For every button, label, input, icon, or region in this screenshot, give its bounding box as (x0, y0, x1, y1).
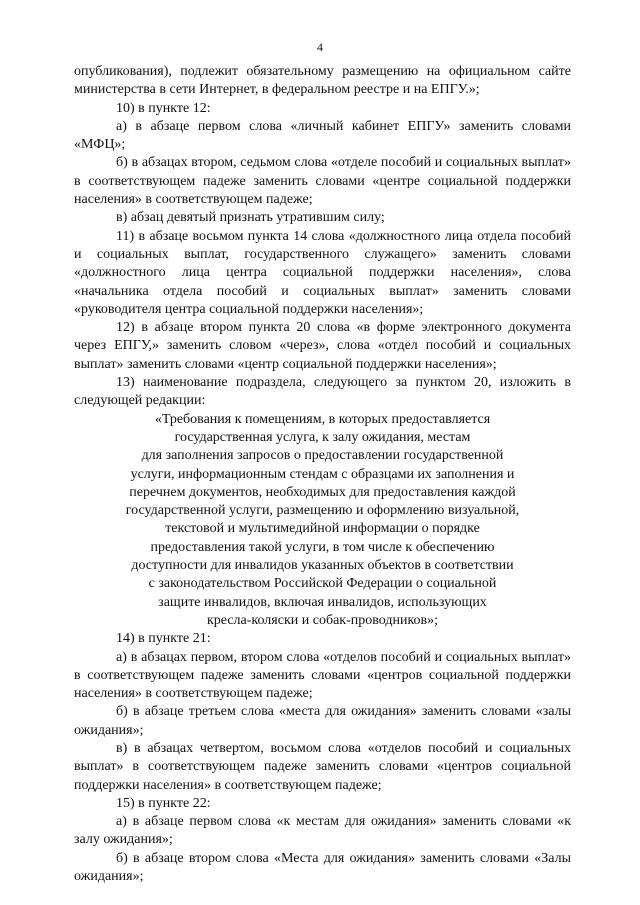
paragraph: 13) наименование подраздела, следующего за пунктом 20, изложить в следующей редакции: (74, 375, 571, 409)
paragraph: а) в абзаце первом слова «личный кабинет ЕПГУ» заменить словами «МФЦ»; (74, 118, 571, 153)
heading-line: перечнем документов, необходимых для предоставления каждой (129, 484, 516, 500)
heading-line: предоставления такой услуги, в том числе к обеспечению (150, 539, 495, 555)
heading-line: для заполнения запросов о предоставлении государственной (141, 448, 504, 464)
paragraph: опубликования), подлежит обязательному размещению на официальном сайте министерства в сети Интернет, в федеральном реестре и на ЕПГУ.»; (74, 64, 571, 98)
paragraph: б) в абзаце втором слова «Места для ожидания» заменить словами «Залы ожидания»; (74, 850, 571, 885)
heading-line: кресла-коляски и собак-проводников»; (206, 612, 439, 628)
paragraph: 10) в пункте 12: (116, 100, 211, 116)
section-heading-quote (74, 411, 571, 631)
heading-line: с законодательством Российской Федерации о социальной (148, 576, 497, 592)
paragraph: а) в абзаце первом слова «к местам для ожидания» заменить словами «к залу ожидания»; (74, 814, 571, 848)
heading-line: текстовой и мультимедийной информации о порядке (165, 521, 480, 537)
paragraph: б) в абзацах втором, седьмом слова «отделе пособий и социальных выплат» в соответствующем падеже заменить словами «центре социальной поддержки населения» в соответствующем падеже; (74, 155, 571, 208)
paragraph: в) в абзацах четвертом, восьмом слова «отделов пособий и социальных выплат» в соответствующем падеже заменить словами «центров социальной поддержки населения» в соответствующем падеже; (74, 740, 571, 793)
heading-line: «Требования к помещениям, в которых предоставляется (154, 411, 491, 427)
paragraph: 11) в абзаце восьмом пункта 14 слова «должностного лица отдела пособий и социальных выплат, государственного служащего» заменить словами «должностного лица центра социальной поддержки населения», слова «начальника отдела пособий и социальных выплат» заменить словами «руководителя центра социальной поддержки населения»; (74, 228, 571, 317)
paragraph: в) абзац девятый признать утратившим силу; (116, 210, 385, 226)
paragraph: 14) в пункте 21: (116, 631, 211, 647)
heading-line: доступности для инвалидов указанных объектов в соответствии (131, 558, 514, 574)
paragraph: б) в абзаце третьем слова «места для ожидания» заменить словами «залы ожидания»; (74, 704, 571, 738)
page-number: 4 (317, 40, 323, 54)
paragraph: а) в абзацах первом, втором слова «отделов пособий и социальных выплат» в соответствующем падеже заменить словами «центров социальной поддержки населения» в соответствующем падеже; (74, 649, 571, 702)
heading-line: государственная услуга, к залу ожидания, местам (174, 429, 471, 445)
heading-line: защите инвалидов, включая инвалидов, использующих (158, 594, 487, 610)
heading-line: государственной услуги, размещению и оформлению визуальной, (125, 503, 520, 519)
document-body (74, 63, 571, 886)
heading-line: услуги, информационным стендам с образцами их заполнения и (130, 466, 515, 482)
paragraph: 15) в пункте 22: (116, 795, 211, 811)
paragraph: 12) в абзаце втором пункта 20 слова «в форме электронного документа через ЕПГУ,» заменить словом «через», слова «отдел пособий и социальных выплат» заменить словами «центр социальной поддержки населения»; (74, 320, 571, 372)
